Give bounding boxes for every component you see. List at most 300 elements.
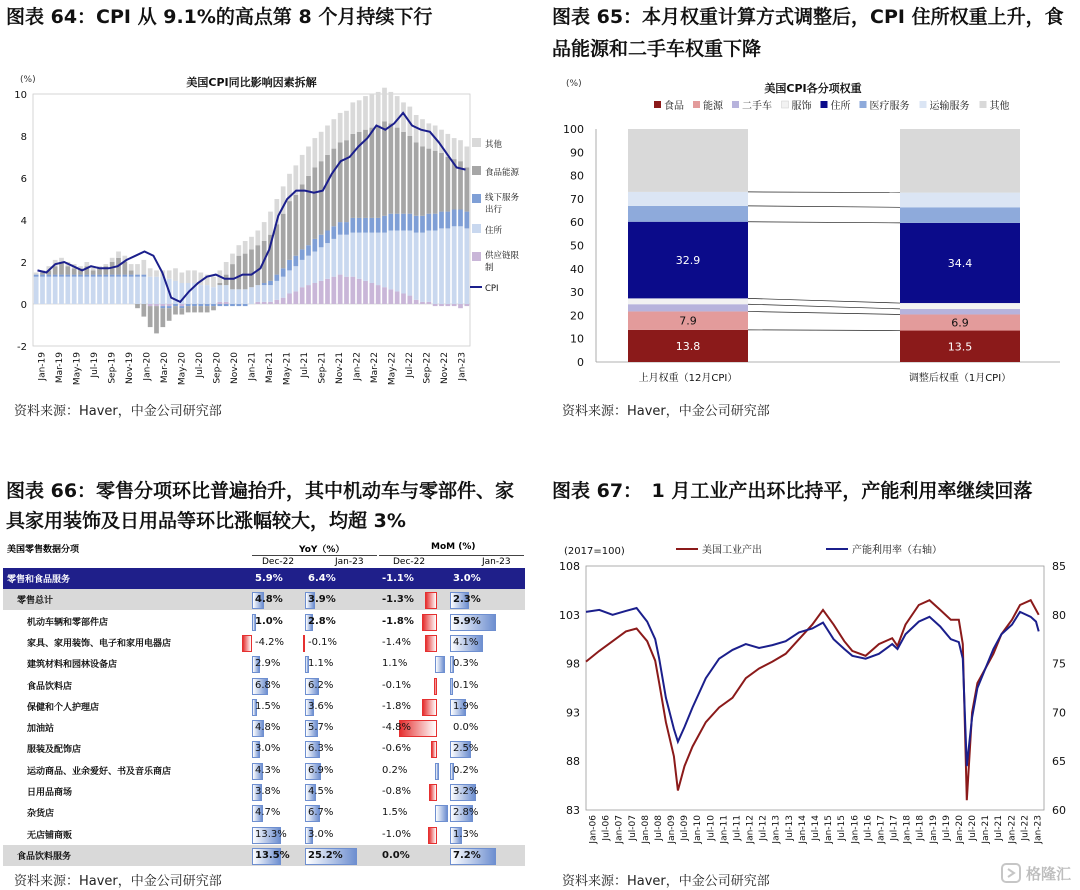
stacked-bar-segment <box>628 192 748 206</box>
bar-segment <box>268 212 273 235</box>
legend-swatch <box>472 138 481 147</box>
bar-segment <box>243 241 248 254</box>
bar-segment <box>369 218 374 233</box>
data-label: 6.9 <box>951 316 969 330</box>
x-tick-label: Jul-06 <box>601 815 612 841</box>
bar-segment <box>122 275 127 277</box>
bar-segment <box>312 283 317 304</box>
bar-segment <box>274 224 279 274</box>
table-cell <box>450 698 524 715</box>
bar-segment <box>407 296 412 304</box>
bar-segment <box>179 304 184 306</box>
bar-segment <box>179 308 184 314</box>
bar-segment <box>116 252 121 258</box>
bar-segment <box>350 218 355 233</box>
table-cell <box>252 677 304 694</box>
bar-segment <box>338 222 343 235</box>
bar-segment <box>224 285 229 302</box>
y-tick-label-right: 65 <box>1052 755 1066 769</box>
x-tick-label: Jan-22 <box>1007 815 1018 844</box>
bar-segment <box>420 119 425 146</box>
y-tick-label-right: 70 <box>1052 706 1066 720</box>
y-unit-label: (%) <box>566 79 582 89</box>
bar-segment <box>274 300 279 304</box>
retail-table <box>3 538 525 862</box>
bar-segment <box>224 302 229 304</box>
bar-segment <box>363 96 368 130</box>
table-cell <box>252 655 304 672</box>
legend-label: 服饰 <box>791 101 812 112</box>
y-tick-label-left: 98 <box>566 657 580 671</box>
bar-segment <box>395 231 400 292</box>
bar-segment <box>426 302 431 304</box>
cell-value: 3.0% <box>308 828 334 840</box>
cell-value: 13.5% <box>255 849 290 861</box>
bar-segment <box>414 142 419 216</box>
bar-segment <box>72 275 77 277</box>
legend-label: 食品能源 <box>485 168 520 178</box>
row-label: 加油站 <box>27 724 55 735</box>
table-cell <box>252 719 304 736</box>
bar-segment <box>306 256 311 285</box>
stacked-bar-segment <box>628 206 748 222</box>
x-tick-label: Nov-20 <box>230 352 241 385</box>
y-tick-label: 6 <box>20 174 27 185</box>
y-tick-label: 90 <box>570 146 584 160</box>
x-tick-label: Sep-22 <box>422 352 433 384</box>
bar-segment <box>319 281 324 304</box>
stacked-bar-segment <box>900 207 1020 223</box>
bar-segment <box>160 304 165 306</box>
row-label: 杂货店 <box>27 809 55 820</box>
table-cell <box>450 804 524 821</box>
bar-segment <box>186 304 191 306</box>
bar-segment <box>129 270 134 274</box>
bar-segment <box>129 275 134 277</box>
cell-value: 4.3% <box>255 764 281 776</box>
cell-value: 3.6% <box>308 700 334 712</box>
table-title: 美国零售数据分项 <box>7 545 80 555</box>
bar-segment <box>287 270 292 293</box>
data-label: 7.9 <box>679 314 697 328</box>
bar-segment <box>103 277 108 304</box>
legend-label: 美国工业产出 <box>702 545 762 556</box>
cell-value: 3.9% <box>308 594 336 606</box>
bar-segment <box>53 275 58 277</box>
bar-segment <box>198 285 203 304</box>
cell-value: 13.3% <box>255 828 287 840</box>
bar-segment <box>262 285 267 302</box>
bar-segment <box>452 226 457 304</box>
bar-segment <box>281 268 286 276</box>
bar-segment <box>338 275 343 304</box>
y-tick-label-right: 85 <box>1052 560 1066 573</box>
cell-value: 0.2% <box>382 764 408 776</box>
category-label: 上月权重（12月CPI） <box>638 373 738 384</box>
data-label: 13.5 <box>947 340 973 354</box>
row-label: 食品饮料服务 <box>17 851 72 862</box>
cell-value: -4.2% <box>255 636 285 648</box>
bar-segment <box>382 233 387 288</box>
cell-value: -4.8% <box>382 722 412 734</box>
table-cell <box>252 804 304 821</box>
y-tick-label: 60 <box>570 216 584 230</box>
legend-swatch <box>821 101 828 108</box>
table-row <box>3 717 525 738</box>
x-tick-label: Jul-18 <box>915 815 926 841</box>
legend-label: 供应链限 <box>485 251 520 261</box>
bar-segment <box>382 287 387 304</box>
bar-segment <box>458 226 463 304</box>
bar-segment <box>319 132 324 161</box>
x-tick-label: Nov-21 <box>334 352 345 385</box>
plot-frame <box>586 566 1044 810</box>
x-tick-label: Jul-14 <box>811 815 821 841</box>
bar-segment <box>420 233 425 302</box>
bar-segment <box>281 214 286 269</box>
table-cell <box>252 826 304 843</box>
bar-segment <box>116 275 121 277</box>
table-cell <box>305 783 377 800</box>
cell-value: 1.5% <box>255 700 281 712</box>
table-cell <box>305 698 377 715</box>
figure-67-title: 图表 67： 1 月工业产出环比持平，产能利用率继续回落 <box>552 480 1033 502</box>
legend-swatch <box>472 252 481 261</box>
bar-segment <box>369 283 374 304</box>
table-cell <box>450 847 524 864</box>
x-tick-label: Jul-21 <box>299 352 310 378</box>
bar-segment <box>382 216 387 233</box>
table-cell <box>305 804 377 821</box>
table-cell <box>379 655 435 672</box>
bar-segment <box>78 275 83 277</box>
table-cell <box>252 698 304 715</box>
cell-value: 0.1% <box>453 679 479 691</box>
x-tick-label: Jan-23 <box>457 352 468 381</box>
legend-swatch <box>782 101 789 108</box>
bar-segment <box>344 235 349 277</box>
bar-segment <box>154 277 159 304</box>
table-cell <box>450 591 524 608</box>
y-tick-label: 30 <box>570 286 584 300</box>
column-header: Dec-22 <box>393 557 426 567</box>
connector-line <box>748 206 900 207</box>
cell-value: 4.8% <box>255 722 281 734</box>
bar-segment <box>262 302 267 304</box>
bar-segment <box>59 275 64 277</box>
cell-value: 0.2% <box>453 764 479 776</box>
bar-segment <box>192 306 197 312</box>
table-row <box>3 824 525 845</box>
x-tick-label: Jan-20 <box>954 815 965 844</box>
table-cell <box>450 655 524 672</box>
x-tick-label: Nov-19 <box>125 352 136 385</box>
bar-segment <box>230 289 235 304</box>
bar-segment <box>281 277 286 298</box>
bar-segment <box>357 218 362 233</box>
x-tick-label: Jul-10 <box>706 815 717 841</box>
bar-segment <box>338 142 343 222</box>
x-tick-label: Jan-12 <box>745 815 756 844</box>
bar-segment <box>331 226 336 239</box>
bar-segment <box>376 92 381 126</box>
x-tick-label: Jan-18 <box>902 815 913 844</box>
legend-label: 食品 <box>664 101 684 112</box>
row-label: 家具、家用装饰、电子和家用电器店 <box>27 638 172 649</box>
bar-segment <box>331 239 336 277</box>
bar-segment <box>255 302 260 304</box>
legend-swatch <box>732 101 739 108</box>
x-tick-label: Jul-22 <box>1020 815 1031 841</box>
column-header: Jan-23 <box>482 557 511 567</box>
table-cell <box>379 634 435 651</box>
x-tick-label: Jul-19 <box>941 815 952 841</box>
x-tick-label: Jan-21 <box>981 815 992 844</box>
table-cell <box>450 783 524 800</box>
cell-value: 4.1% <box>453 636 479 648</box>
bar-segment <box>369 94 374 128</box>
cell-value: 5.9% <box>453 615 481 627</box>
x-tick-label: Mar-21 <box>264 352 275 384</box>
bar-segment <box>464 304 469 306</box>
x-tick-label: Mar-22 <box>369 352 380 384</box>
bar-segment <box>268 281 273 285</box>
figure-66-source: 资料来源：Haver，中金公司研究部 <box>14 874 222 889</box>
bar-segment <box>426 149 431 214</box>
value-bar <box>434 678 437 695</box>
stacked-bar-segment <box>628 304 748 311</box>
data-label: 34.4 <box>947 256 973 270</box>
bar-segment <box>357 233 362 279</box>
bar-segment <box>173 304 178 306</box>
row-label: 服装及配饰店 <box>27 745 82 756</box>
x-tick-label: Jan-19 <box>37 352 48 381</box>
bar-segment <box>369 233 374 283</box>
x-tick-label: Jan-06 <box>588 815 599 844</box>
bar-segment <box>433 304 438 306</box>
bar-segment <box>211 304 216 306</box>
table-cell <box>305 634 377 651</box>
bar-segment <box>141 277 146 304</box>
bar-segment <box>154 270 159 276</box>
row-label: 零售和食品服务 <box>7 575 71 585</box>
y-tick-label: 4 <box>20 216 27 227</box>
cell-value: 3.0% <box>453 573 481 584</box>
figure-65-title-line1: 图表 65：本月权重计算方式调整后，CPI 住所权重上升，食 <box>552 6 1064 28</box>
bar-segment <box>439 153 444 212</box>
bar-segment <box>306 147 311 176</box>
bar-segment <box>344 277 349 304</box>
bar-segment <box>363 218 368 233</box>
bar-segment <box>306 245 311 256</box>
legend-swatch <box>693 101 700 108</box>
bar-segment <box>262 222 267 241</box>
legend-label: 运输服务 <box>929 101 970 112</box>
bar-segment <box>192 304 197 306</box>
x-tick-label: Jul-22 <box>404 352 415 378</box>
y-tick-label: 70 <box>570 192 584 206</box>
bar-segment <box>148 268 153 276</box>
y-tick-label: 0 <box>20 300 27 311</box>
bar-segment <box>407 214 412 231</box>
cell-value: -1.0% <box>382 828 412 840</box>
bar-segment <box>357 279 362 304</box>
bar-segment <box>464 228 469 304</box>
bar-segment <box>414 233 419 300</box>
bar-segment <box>445 157 450 212</box>
value-bar <box>428 827 438 844</box>
header-underline <box>252 555 377 556</box>
table-row <box>3 760 525 781</box>
row-label: 运动商品、业余爱好、书及音乐商店 <box>27 766 172 777</box>
cell-value: 2.9% <box>255 658 281 670</box>
bar-segment <box>211 287 216 304</box>
x-tick-label: Jul-08 <box>653 815 664 841</box>
group-header: MoM (%) <box>431 542 476 552</box>
cell-value: 1.5% <box>382 807 408 819</box>
value-bar <box>422 614 438 631</box>
bar-segment <box>382 121 387 216</box>
bar-segment <box>84 275 89 277</box>
legend-swatch <box>980 101 987 108</box>
bar-segment <box>369 128 374 218</box>
x-tick-label: Jul-12 <box>758 815 769 841</box>
bar-segment <box>236 256 241 290</box>
bar-segment <box>217 304 222 306</box>
legend-label: 能源 <box>703 101 723 112</box>
bar-segment <box>420 216 425 233</box>
bar-segment <box>274 275 279 281</box>
bar-segment <box>325 126 330 155</box>
legend-swatch <box>860 101 867 108</box>
x-tick-label: Sep-19 <box>107 352 118 384</box>
bar-segment <box>236 304 241 306</box>
table-cell <box>379 826 435 843</box>
value-bar <box>435 656 445 673</box>
bar-segment <box>110 258 115 262</box>
figure-66-title-line2: 具家用装饰及日用品等环比涨幅较大，均超 3% <box>6 510 406 532</box>
bar-segment <box>243 254 248 290</box>
x-tick-label: Jul-07 <box>627 815 638 841</box>
bar-segment <box>439 304 444 306</box>
bar-segment <box>306 285 311 304</box>
bar-segment <box>274 281 279 300</box>
bar-segment <box>135 264 140 275</box>
bar-segment <box>363 281 368 304</box>
cell-value: 2.8% <box>453 807 479 819</box>
bar-segment <box>97 275 102 277</box>
x-tick-label: Jul-21 <box>994 815 1005 841</box>
table-cell <box>450 570 524 587</box>
table-row <box>3 781 525 802</box>
x-tick-label: Jan-14 <box>797 815 808 844</box>
x-tick-label: Jan-21 <box>247 352 258 381</box>
value-bar <box>425 592 437 609</box>
bar-segment <box>281 298 286 304</box>
bar-segment <box>262 283 267 285</box>
x-tick-label: Jan-15 <box>824 815 835 844</box>
bar-segment <box>148 304 153 306</box>
figure-64-source: 资料来源：Haver，中金公司研究部 <box>14 404 222 419</box>
table-cell <box>450 826 524 843</box>
row-label: 日用品商场 <box>27 788 73 798</box>
bar-segment <box>135 304 140 308</box>
bar-segment <box>205 285 210 304</box>
bar-segment <box>401 231 406 294</box>
bar-segment <box>97 277 102 304</box>
bar-segment <box>287 201 292 260</box>
cell-value: 1.3% <box>453 828 479 840</box>
bar-segment <box>395 128 400 214</box>
x-tick-label: Jan-13 <box>771 815 782 844</box>
x-tick-label: Jan-11 <box>719 815 730 844</box>
bar-segment <box>401 294 406 305</box>
bar-segment <box>217 283 222 285</box>
bar-segment <box>433 231 438 305</box>
bar-segment <box>376 285 381 304</box>
cell-value: 0.3% <box>453 658 479 670</box>
bar-segment <box>205 306 210 312</box>
bar-segment <box>268 285 273 302</box>
legend-label: 其他 <box>989 101 1010 112</box>
x-tick-label: Jul-20 <box>968 815 979 841</box>
x-tick-label: Jan-16 <box>850 815 861 844</box>
x-tick-label: Mar-20 <box>160 352 171 384</box>
bar-segment <box>84 262 89 266</box>
x-tick-label: Jul-19 <box>90 352 101 378</box>
bar-segment <box>414 300 419 304</box>
bar-segment <box>293 266 298 291</box>
bar-segment <box>160 306 165 308</box>
bar-segment <box>433 214 438 231</box>
bar-segment <box>224 262 229 275</box>
bar-segment <box>300 155 305 184</box>
bar-segment <box>388 92 393 124</box>
bar-segment <box>72 277 77 304</box>
bar-segment <box>129 264 134 270</box>
legend-swatch <box>472 224 481 233</box>
bar-segment <box>344 140 349 222</box>
table-row <box>3 802 525 823</box>
bar-segment <box>376 218 381 233</box>
y-tick-label: -2 <box>17 342 27 353</box>
bar-segment <box>388 123 393 213</box>
y-tick-label: 20 <box>570 309 584 323</box>
y-tick-label: 50 <box>570 239 584 253</box>
bar-segment <box>186 270 191 283</box>
bar-segment <box>350 102 355 133</box>
bar-segment <box>192 270 197 283</box>
table-cell <box>252 634 304 651</box>
legend-swatch <box>920 101 927 108</box>
bar-segment <box>388 231 393 290</box>
bar-segment <box>122 277 127 304</box>
bar-segment <box>293 195 298 256</box>
table-cell <box>450 677 524 694</box>
y-tick-label-right: 60 <box>1052 804 1066 817</box>
bar-segment <box>224 304 229 306</box>
table-cell <box>305 826 377 843</box>
bar-segment <box>148 306 153 327</box>
bar-segment <box>167 308 172 321</box>
connector-line <box>748 298 900 303</box>
row-label: 无店铺商贩 <box>27 830 73 841</box>
x-tick-label: Jan-08 <box>640 815 651 844</box>
bar-segment <box>395 214 400 231</box>
x-tick-label: May-19 <box>72 352 83 386</box>
table-cell <box>252 762 304 779</box>
cell-value: 25.2% <box>308 849 343 861</box>
